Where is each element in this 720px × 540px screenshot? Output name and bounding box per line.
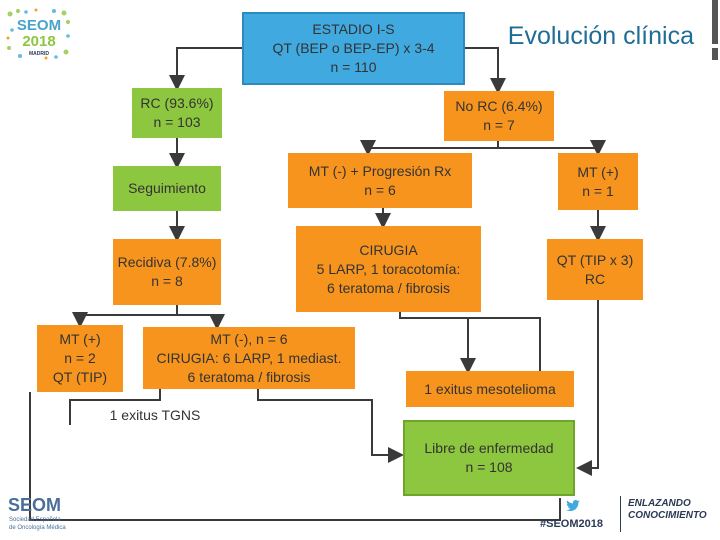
node-text: n = 6 [364,181,396,198]
svg-text:SEOM: SEOM [16,17,62,34]
footer-hashtag: #SEOM2018 [540,518,603,530]
node-exitus-tgns [100,404,210,426]
node-text: MT (+) [59,331,101,347]
node-text: CIRUGIA: 6 LARP, 1 mediast. [156,349,342,366]
node-recidiva [113,239,221,305]
node-text: QT (TIP) [52,369,108,385]
node-text: No RC (6.4%) [455,98,543,114]
node-text: RC [584,270,606,287]
arrow-estadio-norc [465,48,498,90]
tagline-line: ENLAZANDO [628,498,691,509]
arrow-cirugia-exitus [400,312,468,370]
svg-text:MADRID: MADRID [29,51,49,57]
arrow-mtnegcir-libre [258,389,400,455]
twitter-icon [566,500,580,512]
node-mt-neg-progresion [288,153,472,208]
node-text: n = 7 [483,117,515,133]
arrow-estadio-rc [177,48,242,87]
node-mt-neg-cirugia [143,327,355,389]
node-text: 1 exitus TGNS [109,406,201,423]
arrow-qttip-libre [580,300,598,468]
arrow-recidiva-mtpos2 [80,305,177,324]
node-text: MT (-), n = 6 [210,330,288,347]
node-text: CIRUGIA [359,241,418,258]
node-text: QT (BEP o BEP-EP) x 3-4 [272,40,435,56]
node-text: QT (TIP x 3) [556,251,634,268]
node-text: ESTADIO I-S [312,21,395,37]
node-text: 6 teratoma / fibrosis [327,279,450,296]
node-mt-pos-2 [37,325,123,392]
node-text: Seguimiento [128,180,206,196]
node-text: Recidiva (7.8%) [117,254,217,270]
node-mt-pos-1 [558,153,638,210]
seom-footer-logo [8,494,93,534]
node-exitus-mesotelioma [406,371,574,407]
node-seguimiento [113,166,221,211]
node-text: RC (93.6%) [140,95,214,111]
svg-text:2018: 2018 [22,33,56,50]
footer-divider [620,496,621,532]
node-libre-enfermedad [403,420,575,496]
footer-org: SEOM [8,495,62,515]
node-text: 1 exitus mesotelioma [424,380,556,397]
node-text: n = 108 [465,459,513,475]
node-text: n = 103 [153,114,201,130]
node-text: MT (+) [577,163,619,180]
arrow-norc-mtneg [368,141,498,152]
slide-title: Evolución clínica [507,22,694,50]
tagline-line: CONOCIMIENTO [628,510,707,521]
node-text: 6 teratoma / fibrosis [187,368,311,385]
node-qt-tip [547,239,643,300]
node-no-rc [444,91,554,141]
node-text: n = 110 [330,59,377,75]
node-text: Libre de enfermedad [424,440,554,456]
node-text: 5 LARP, 1 toracotomía: [316,260,461,277]
node-text: MT (-) + Progresión Rx [308,162,452,179]
node-estadio [242,12,465,85]
node-text: n = 2 [64,350,96,366]
footer-org-sub: Sociedad Española [9,517,61,523]
node-text: n = 1 [582,182,614,199]
node-rc [132,88,222,138]
node-cirugia [296,226,481,312]
footer-org-sub: de Oncología Médica [9,525,66,531]
footer-tagline [628,498,707,522]
node-text: n = 8 [151,273,183,289]
arrow-norc-mtpos [498,148,598,152]
arrow-recidiva-mtnegcir [177,315,217,326]
